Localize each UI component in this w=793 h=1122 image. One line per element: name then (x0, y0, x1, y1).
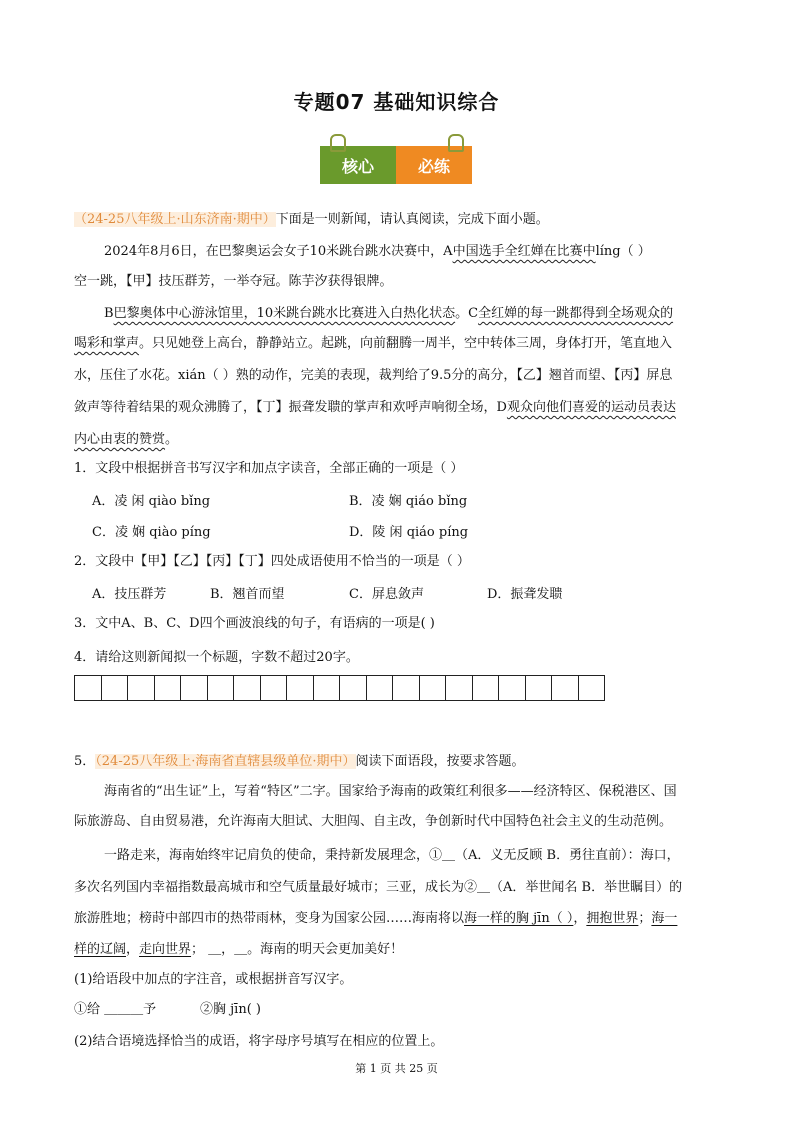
text: ， (126, 942, 140, 957)
q5-sub1: (1)给语段中加点的字注音，或根据拼音写汉字。 (74, 972, 353, 987)
q4-stem: 4．请给这则新闻拟一个标题，字数不超过20字。 (74, 650, 359, 665)
text: 。 (165, 432, 179, 447)
underlined-phrase: 拥抱世界 (586, 911, 639, 926)
wavy-sentence-d-end: 内心由衷的赞赏 (74, 432, 166, 447)
text: 旅游胜地；榜莳中部四市的热带雨林，变身为国家公园……海南将以 (74, 911, 465, 926)
news-line-5: 水，压住了水花。xián（ ）熟的动作，完美的表现，裁判给了9.5分的高分，【乙】翘首而望、【丙】屏息 (74, 368, 673, 383)
answer-cell[interactable] (261, 675, 288, 701)
news-line-7 (74, 428, 178, 447)
answer-cell[interactable] (208, 675, 235, 701)
q3-stem: 3．文中A、B、C、D四个画波浪线的句子，有语病的一项是( ) (74, 616, 435, 631)
text: ， (573, 911, 587, 926)
answer-cell[interactable] (552, 675, 579, 701)
badge-left: 核心 (320, 146, 396, 184)
q5-number: 5． (74, 754, 96, 769)
wavy-sentence-c: 全红婵的每一跳都得到全场观众的 (478, 306, 674, 321)
answer-cell[interactable] (446, 675, 473, 701)
page-title: 专题07 基础知识综合 (293, 90, 500, 114)
news-line-3 (104, 302, 673, 321)
q2-option-b[interactable]: B．翘首而望 (210, 587, 285, 602)
q1-option-d[interactable]: D．陵 闲 qiáo píng (349, 525, 469, 540)
answer-cell[interactable] (234, 675, 261, 701)
answer-cell[interactable] (579, 675, 606, 701)
underlined-phrase: 海一样的胸 jīn（ ） (464, 911, 574, 926)
q5-header (74, 750, 525, 769)
answer-cell[interactable] (367, 675, 394, 701)
news-line-2: 空一跳，【甲】技压群芳，一举夺冠。陈芋汐获得银牌。 (74, 274, 393, 289)
answer-cell[interactable] (499, 675, 526, 701)
page-footer: 第 1 页 共 25 页 (355, 1062, 438, 1075)
text: líng（ ） (595, 244, 651, 259)
source-tag: （24-25八年级上·山东济南·期中） (74, 212, 276, 227)
answer-grid[interactable] (74, 675, 605, 701)
q2-option-c[interactable]: C．屏息敛声 (349, 587, 424, 602)
wavy-sentence-c-end: 喝彩和掌声 (74, 336, 140, 351)
answer-cell[interactable] (314, 675, 341, 701)
answer-cell[interactable] (473, 675, 500, 701)
underlined-phrase: 走向世界 (139, 942, 192, 957)
wavy-sentence-b: 巴黎奥体中心游泳馆里，10米跳台跳水比赛进入白热化状态 (113, 306, 456, 321)
q5-sub1-b[interactable]: ②胸 jīn( ) (200, 1002, 261, 1017)
answer-cell[interactable] (393, 675, 420, 701)
underlined-phrase: 样的辽阔 (74, 942, 127, 957)
q5-sub2: (2)结合语境选择恰当的成语，将字母序号填写在相应的位置上。 (74, 1034, 444, 1049)
clip-icon (330, 134, 346, 152)
text: 。C (455, 306, 479, 321)
answer-cell[interactable] (420, 675, 447, 701)
q5-line-6 (74, 938, 403, 957)
q5-intro: 阅读下面语段，按要求答题。 (355, 754, 525, 769)
q5-line-3: 一路走来，海南始终牢记肩负的使命，秉持新发展理念，①＿（A．义无反顾 B．勇往直前）：海口， (104, 848, 680, 863)
answer-cell[interactable] (526, 675, 553, 701)
news-line-1 (104, 240, 651, 259)
intro-text: 下面是一则新闻，请认真阅读，完成下面小题。 (275, 212, 549, 227)
clip-icon (448, 134, 464, 152)
wavy-sentence-d: 观众向他们喜爱的运动员表达 (506, 400, 676, 415)
q1-option-a[interactable]: A．凌 闲 qiào bǐng (92, 494, 211, 509)
answer-cell[interactable] (155, 675, 182, 701)
underlined-phrase: 海一 (651, 911, 678, 926)
source-tag: （24-25八年级上·海南省直辖县级单位·期中） (95, 754, 356, 769)
q5-line-4: 多次名列国内幸福指数最高城市和空气质量最好城市；三亚，成长为②＿（A．举世闻名 B．举世瞩目）的 (74, 880, 683, 895)
text: B (104, 306, 114, 321)
text: 。只见她登上高台，静静站立。起跳，向前翻腾一周半，空中转体三周，身体打开，笔直地入 (139, 336, 673, 351)
news-line-4 (74, 332, 672, 351)
badge-right: 必练 (396, 146, 472, 184)
q2-stem: 2．文段中【甲】【乙】【丙】【丁】四处成语使用不恰当的一项是（ ） (74, 554, 470, 569)
q2-option-a[interactable]: A．技压群芳 (92, 587, 167, 602)
q5-line-2: 际旅游岛、自由贸易港，允许海南大胆试、大胆闯、自主改，争创新时代中国特色社会主义的生动范例。 (74, 814, 673, 829)
q1-stem: 1．文段中根据拼音书写汉字和加点字读音，全部正确的一项是（ ） (74, 461, 464, 476)
q5-sub1-a[interactable]: ①给 ＿＿＿予 (74, 1002, 157, 1017)
news-line-6 (74, 396, 676, 415)
text: ； (638, 911, 652, 926)
answer-cell[interactable] (287, 675, 314, 701)
q1-option-c[interactable]: C．凌 娴 qiào píng (92, 525, 211, 540)
text: 2024年8月6日，在巴黎奥运会女子10米跳台跳水决赛中，A (104, 244, 453, 259)
q5-line-5 (74, 907, 677, 926)
answer-cell[interactable] (181, 675, 208, 701)
q5-line-1: 海南省的“出生证”上，写着“特区”二字。国家给予海南的政策红利很多——经济特区、保税港区、国 (104, 784, 677, 799)
q1-option-b[interactable]: B．凌 娴 qiáo bǐng (349, 494, 468, 509)
text: ； ＿，＿。海南的明天会更加美好！ (191, 942, 404, 957)
wavy-sentence-a: 中国选手全红婵在比赛中 (452, 244, 596, 259)
answer-cell[interactable] (340, 675, 367, 701)
q2-option-d[interactable]: D．振聋发聩 (487, 587, 563, 602)
text: 敛声等待着结果的观众沸腾了，【丁】振聋发聩的掌声和欢呼声响彻全场，D (74, 400, 507, 415)
answer-cell[interactable] (128, 675, 155, 701)
core-badge (320, 146, 472, 184)
answer-cell[interactable] (102, 675, 129, 701)
answer-cell[interactable] (75, 675, 102, 701)
question-intro (74, 208, 549, 227)
